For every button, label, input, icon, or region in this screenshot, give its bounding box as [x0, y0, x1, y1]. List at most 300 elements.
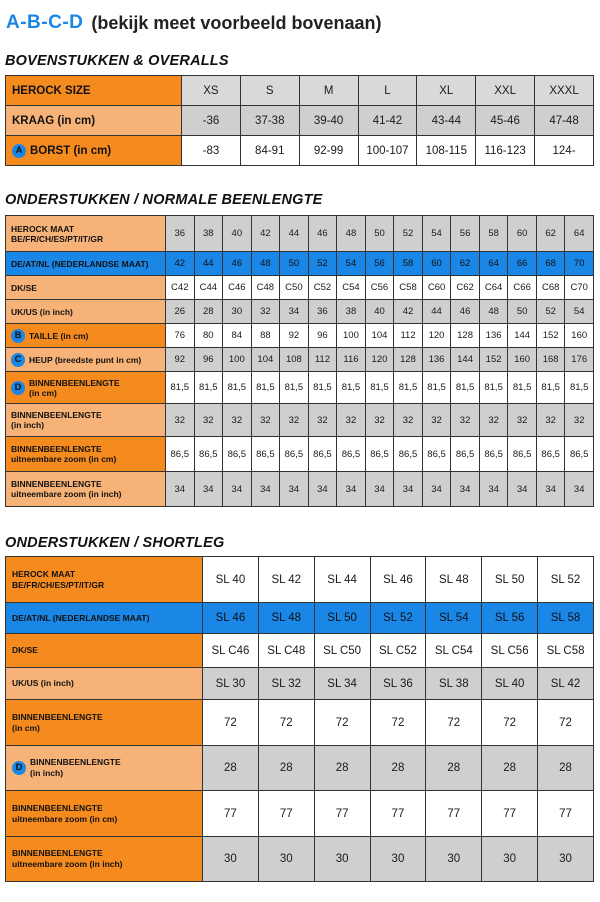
table-cell: C50	[280, 276, 309, 300]
table-cell: 54	[337, 252, 366, 276]
table-row	[6, 300, 594, 324]
table-cell: 34	[194, 472, 223, 507]
row-label	[6, 106, 182, 136]
row-label-text: HEROCK MAAT	[11, 223, 75, 234]
table-cell: 34	[337, 472, 366, 507]
row-label-text: BINNENBEENLENGTE	[12, 848, 103, 858]
table-cell: SL C46	[203, 634, 259, 668]
table-cell: C66	[508, 276, 537, 300]
row-label-text: HEROCK SIZE	[12, 84, 91, 97]
row-label-text: HEUP (breedste punt in cm)	[29, 354, 142, 365]
row-label-subtext: uitneembare zoom (in cm)	[12, 813, 118, 824]
measure-letters: A-B-C-D	[6, 12, 84, 33]
row-label	[6, 372, 166, 404]
row-label-subtext: (in cm)	[29, 387, 57, 398]
table-cell: 92-99	[299, 136, 358, 166]
table-cell: 86,5	[508, 437, 537, 472]
table-cell: 81,5	[508, 372, 537, 404]
table-cell: 100	[337, 324, 366, 348]
table-cell: 81,5	[422, 372, 451, 404]
table-cell: 50	[280, 252, 309, 276]
table-cell: 34	[223, 472, 252, 507]
table-cell: SL C52	[370, 634, 426, 668]
table-cell: 108-115	[417, 136, 476, 166]
table-row	[6, 136, 594, 166]
table-cell: 72	[203, 700, 259, 746]
row-label-text: DK/SE	[11, 282, 37, 293]
table-cell: 34	[280, 472, 309, 507]
table-cell: SL 46	[370, 557, 426, 603]
table-cell: SL 56	[482, 603, 538, 634]
table-cell: 58	[479, 216, 508, 252]
measure-badge-a: A	[12, 144, 26, 158]
table-cell: 38	[194, 216, 223, 252]
row-label-text: BINNENBEENLENGTE	[30, 757, 121, 767]
table-cell: 86,5	[308, 437, 337, 472]
table-cell: SL 52	[538, 557, 594, 603]
row-label-subtext: (in cm)	[12, 722, 40, 733]
table-cell: 116-123	[476, 136, 535, 166]
table-cell: 152	[536, 324, 565, 348]
table-cell: 36	[166, 216, 195, 252]
row-label-subtext: uitneembare zoom (in inch)	[12, 859, 123, 869]
table-cell: C46	[223, 276, 252, 300]
row-label-subtext: (in inch)	[30, 768, 64, 778]
table-cell: SL C54	[426, 634, 482, 668]
table-cell: 48	[337, 216, 366, 252]
table-cell: C52	[308, 276, 337, 300]
table-cell: 100-107	[358, 136, 417, 166]
table-cell: SL 34	[314, 668, 370, 700]
table-cell: 76	[166, 324, 195, 348]
table-cell: 39-40	[299, 106, 358, 136]
table-cell: 41-42	[358, 106, 417, 136]
table-cell: SL 30	[203, 668, 259, 700]
table-cell: 124-	[535, 136, 594, 166]
table-cell: 86,5	[223, 437, 252, 472]
row-label	[6, 136, 182, 166]
table-row	[6, 324, 594, 348]
table-cell: 28	[203, 746, 259, 791]
table-cell: 28	[314, 746, 370, 791]
row-label-text: DK/SE	[12, 645, 38, 655]
table-cell: SL 40	[203, 557, 259, 603]
row-label	[6, 700, 203, 746]
table-cell: 56	[365, 252, 394, 276]
table-cell: 92	[166, 348, 195, 372]
table-cell: 38	[337, 300, 366, 324]
table-cell: 108	[280, 348, 309, 372]
row-label	[6, 557, 203, 603]
table-cell: 32	[337, 404, 366, 437]
table-row	[6, 76, 594, 106]
measure-badge-b: B	[11, 329, 25, 343]
table-cell: 64	[565, 216, 594, 252]
table-cell: 32	[451, 404, 480, 437]
table-cell: 47-48	[535, 106, 594, 136]
table-cell: L	[358, 76, 417, 106]
table-cell: 42	[251, 216, 280, 252]
table-cell: XXL	[476, 76, 535, 106]
table-cell: 34	[422, 472, 451, 507]
table-cell: 45-46	[476, 106, 535, 136]
row-label-text: BINNENBEENLENGTE	[12, 711, 103, 722]
table-row	[6, 837, 594, 882]
table-cell: 43-44	[417, 106, 476, 136]
table-cell: 34	[365, 472, 394, 507]
table-cell: 128	[394, 348, 423, 372]
row-label-subtext: BE/FR/CH/ES/PT/IT/GR	[12, 579, 105, 590]
table-cell: C44	[194, 276, 223, 300]
row-label-subtext: (in inch)	[11, 420, 45, 430]
table-cell: C54	[337, 276, 366, 300]
row-label-subtext: BE/FR/CH/ES/PT/IT/GR	[11, 233, 104, 244]
table-cell: 48	[479, 300, 508, 324]
row-label-text: DE/AT/NL (NEDERLANDSE MAAT)	[12, 612, 150, 623]
row-label	[6, 300, 166, 324]
table-cell: 86,5	[166, 437, 195, 472]
table-cell: 32	[394, 404, 423, 437]
table-cell: 34	[251, 472, 280, 507]
table-cell: SL C58	[538, 634, 594, 668]
table-cell: 68	[536, 252, 565, 276]
table-cell: SL 32	[258, 668, 314, 700]
table-cell: 34	[536, 472, 565, 507]
table-cell: 77	[258, 791, 314, 837]
row-label-text: KRAAG (in cm)	[12, 114, 96, 127]
row-label-subtext: uitneembare zoom (in cm)	[11, 454, 117, 464]
table-cell: 81,5	[365, 372, 394, 404]
section-title-bottoms-normal: ONDERSTUKKEN / NORMALE BEENLENGTE	[5, 192, 323, 208]
row-label-text: BINNENBEENLENGTE	[12, 802, 103, 813]
row-label	[6, 324, 166, 348]
table-cell: 136	[422, 348, 451, 372]
size-table-bottoms-normal	[5, 215, 594, 507]
row-label-text: HEROCK MAAT	[12, 568, 76, 579]
table-cell: 34	[479, 472, 508, 507]
table-cell: 60	[508, 216, 537, 252]
measure-badge-c: C	[11, 353, 25, 367]
table-cell: XS	[182, 76, 241, 106]
table-cell: 34	[280, 300, 309, 324]
table-cell: 168	[536, 348, 565, 372]
table-cell: 28	[370, 746, 426, 791]
table-cell: 96	[194, 348, 223, 372]
table-cell: 77	[482, 791, 538, 837]
table-cell: S	[240, 76, 299, 106]
table-cell: 32	[308, 404, 337, 437]
table-cell: 112	[394, 324, 423, 348]
table-row	[6, 216, 594, 252]
table-row	[6, 106, 594, 136]
table-cell: 81,5	[280, 372, 309, 404]
row-label	[6, 791, 203, 837]
table-cell: 48	[251, 252, 280, 276]
table-cell: 58	[394, 252, 423, 276]
table-row	[6, 791, 594, 837]
table-row	[6, 276, 594, 300]
table-cell: XL	[417, 76, 476, 106]
table-cell: 72	[258, 700, 314, 746]
table-row	[6, 746, 594, 791]
table-cell: 28	[538, 746, 594, 791]
table-cell: 30	[258, 837, 314, 882]
table-cell: 86,5	[479, 437, 508, 472]
table-cell: SL 38	[426, 668, 482, 700]
table-cell: 72	[370, 700, 426, 746]
table-cell: 44	[194, 252, 223, 276]
table-cell: 30	[314, 837, 370, 882]
table-row	[6, 668, 594, 700]
table-cell: SL 52	[370, 603, 426, 634]
table-cell: 32	[479, 404, 508, 437]
table-cell: 32	[194, 404, 223, 437]
row-label-text: DE/AT/NL (NEDERLANDSE MAAT)	[11, 258, 149, 269]
table-cell: 30	[482, 837, 538, 882]
table-cell: 86,5	[565, 437, 594, 472]
table-cell: 100	[223, 348, 252, 372]
table-cell: 81,5	[536, 372, 565, 404]
table-cell: 86,5	[536, 437, 565, 472]
table-cell: C64	[479, 276, 508, 300]
table-cell: C62	[451, 276, 480, 300]
table-cell: 86,5	[194, 437, 223, 472]
section-title-bottoms-shortleg: ONDERSTUKKEN / SHORTLEG	[5, 535, 225, 551]
table-cell: 81,5	[251, 372, 280, 404]
table-cell: SL 44	[314, 557, 370, 603]
table-cell: 50	[508, 300, 537, 324]
table-cell: 81,5	[194, 372, 223, 404]
table-cell: 32	[166, 404, 195, 437]
size-table-tops	[5, 75, 594, 166]
table-cell: 81,5	[337, 372, 366, 404]
row-label-text: UK/US (in inch)	[11, 306, 73, 317]
size-table-bottoms-shortleg	[5, 556, 594, 882]
table-cell: C42	[166, 276, 195, 300]
table-cell: -83	[182, 136, 241, 166]
row-label-text: UK/US (in inch)	[12, 678, 74, 688]
table-cell: 32	[365, 404, 394, 437]
row-label	[6, 216, 166, 252]
table-cell: 34	[166, 472, 195, 507]
table-cell: 54	[422, 216, 451, 252]
table-cell: C48	[251, 276, 280, 300]
table-cell: 30	[203, 837, 259, 882]
table-row	[6, 700, 594, 746]
table-cell: 84	[223, 324, 252, 348]
table-cell: 26	[166, 300, 195, 324]
table-cell: 34	[451, 472, 480, 507]
table-cell: 86,5	[451, 437, 480, 472]
table-cell: SL 40	[482, 668, 538, 700]
table-cell: M	[299, 76, 358, 106]
table-cell: 54	[565, 300, 594, 324]
table-row	[6, 348, 594, 372]
table-cell: 28	[426, 746, 482, 791]
table-cell: 72	[538, 700, 594, 746]
table-cell: 72	[426, 700, 482, 746]
header-subtitle: (bekijk meet voorbeeld bovenaan)	[91, 12, 382, 33]
table-cell: SL C50	[314, 634, 370, 668]
table-cell: SL 48	[258, 603, 314, 634]
table-cell: 120	[365, 348, 394, 372]
table-cell: 86,5	[280, 437, 309, 472]
table-cell: 104	[365, 324, 394, 348]
table-cell: 32	[536, 404, 565, 437]
table-cell: 44	[280, 216, 309, 252]
row-label-text: BINNENBEENLENGTE	[11, 410, 102, 420]
table-cell: 70	[565, 252, 594, 276]
table-cell: 32	[251, 404, 280, 437]
table-cell: 152	[479, 348, 508, 372]
table-cell: C68	[536, 276, 565, 300]
table-cell: 86,5	[394, 437, 423, 472]
table-row	[6, 372, 594, 404]
table-row	[6, 437, 594, 472]
table-cell: 86,5	[337, 437, 366, 472]
table-cell: 128	[451, 324, 480, 348]
table-cell: 60	[422, 252, 451, 276]
table-cell: 32	[565, 404, 594, 437]
table-cell: 64	[479, 252, 508, 276]
table-cell: 32	[251, 300, 280, 324]
table-cell: 34	[308, 472, 337, 507]
table-cell: 176	[565, 348, 594, 372]
table-cell: SL C56	[482, 634, 538, 668]
table-cell: 28	[194, 300, 223, 324]
table-cell: 77	[203, 791, 259, 837]
table-cell: 46	[451, 300, 480, 324]
table-cell: 30	[538, 837, 594, 882]
table-cell: 81,5	[308, 372, 337, 404]
table-cell: 81,5	[451, 372, 480, 404]
row-label	[6, 276, 166, 300]
table-cell: 40	[223, 216, 252, 252]
table-cell: 40	[365, 300, 394, 324]
table-row	[6, 252, 594, 276]
table-cell: SL 50	[482, 557, 538, 603]
table-cell: C70	[565, 276, 594, 300]
table-cell: SL 42	[258, 557, 314, 603]
table-cell: C60	[422, 276, 451, 300]
table-cell: 160	[508, 348, 537, 372]
table-cell: 28	[482, 746, 538, 791]
table-cell: 77	[426, 791, 482, 837]
row-label-text: BINNENBEENLENGTE	[11, 444, 102, 454]
table-cell: 34	[394, 472, 423, 507]
table-cell: 52	[536, 300, 565, 324]
table-cell: 37-38	[240, 106, 299, 136]
table-cell: 50	[365, 216, 394, 252]
table-cell: 96	[308, 324, 337, 348]
row-label-text: TAILLE (in cm)	[29, 330, 89, 341]
table-cell: 81,5	[223, 372, 252, 404]
row-label-text: BINNENBEENLENGTE	[11, 479, 102, 489]
table-cell: 36	[308, 300, 337, 324]
table-cell: 160	[565, 324, 594, 348]
row-label	[6, 603, 203, 634]
table-cell: 116	[337, 348, 366, 372]
table-cell: 42	[394, 300, 423, 324]
table-cell: 66	[508, 252, 537, 276]
table-cell: 52	[394, 216, 423, 252]
table-cell: 77	[314, 791, 370, 837]
row-label	[6, 252, 166, 276]
row-label	[6, 437, 166, 472]
table-row	[6, 603, 594, 634]
table-cell: 86,5	[365, 437, 394, 472]
row-label	[6, 76, 182, 106]
table-cell: 86,5	[251, 437, 280, 472]
table-cell: SL C48	[258, 634, 314, 668]
table-cell: 46	[308, 216, 337, 252]
table-cell: 120	[422, 324, 451, 348]
table-cell: 32	[280, 404, 309, 437]
table-row	[6, 404, 594, 437]
row-label	[6, 472, 166, 507]
table-cell: 42	[166, 252, 195, 276]
table-cell: SL 48	[426, 557, 482, 603]
table-cell: 30	[223, 300, 252, 324]
table-cell: 28	[258, 746, 314, 791]
table-cell: SL 46	[203, 603, 259, 634]
table-cell: 32	[508, 404, 537, 437]
table-cell: C56	[365, 276, 394, 300]
table-cell: XXXL	[535, 76, 594, 106]
row-label	[6, 404, 166, 437]
table-cell: 30	[370, 837, 426, 882]
measure-badge-d: D	[12, 761, 26, 775]
table-cell: 52	[308, 252, 337, 276]
row-label	[6, 348, 166, 372]
row-label	[6, 746, 203, 791]
table-cell: 77	[538, 791, 594, 837]
table-cell: 112	[308, 348, 337, 372]
row-label	[6, 837, 203, 882]
measure-badge-d: D	[11, 381, 25, 395]
table-cell: 34	[565, 472, 594, 507]
table-cell: 92	[280, 324, 309, 348]
table-cell: SL 54	[426, 603, 482, 634]
table-row	[6, 557, 594, 603]
page-header	[6, 8, 381, 38]
table-cell: SL 58	[538, 603, 594, 634]
table-cell: -36	[182, 106, 241, 136]
table-cell: 144	[508, 324, 537, 348]
table-cell: 32	[422, 404, 451, 437]
table-cell: 81,5	[166, 372, 195, 404]
row-label	[6, 634, 203, 668]
table-cell: 44	[422, 300, 451, 324]
table-cell: 34	[508, 472, 537, 507]
row-label-text: BINNENBEENLENGTE	[29, 377, 120, 388]
table-cell: 88	[251, 324, 280, 348]
table-cell: 136	[479, 324, 508, 348]
table-cell: 62	[536, 216, 565, 252]
row-label-text: BORST (in cm)	[30, 144, 112, 157]
section-title-tops: BOVENSTUKKEN & OVERALLS	[5, 53, 229, 69]
table-cell: 62	[451, 252, 480, 276]
table-cell: 32	[223, 404, 252, 437]
table-cell: SL 42	[538, 668, 594, 700]
row-label-subtext: uitneembare zoom (in inch)	[11, 489, 122, 499]
table-cell: 86,5	[422, 437, 451, 472]
table-cell: 77	[370, 791, 426, 837]
table-row	[6, 634, 594, 668]
table-cell: 56	[451, 216, 480, 252]
table-cell: 72	[314, 700, 370, 746]
table-cell: 84-91	[240, 136, 299, 166]
